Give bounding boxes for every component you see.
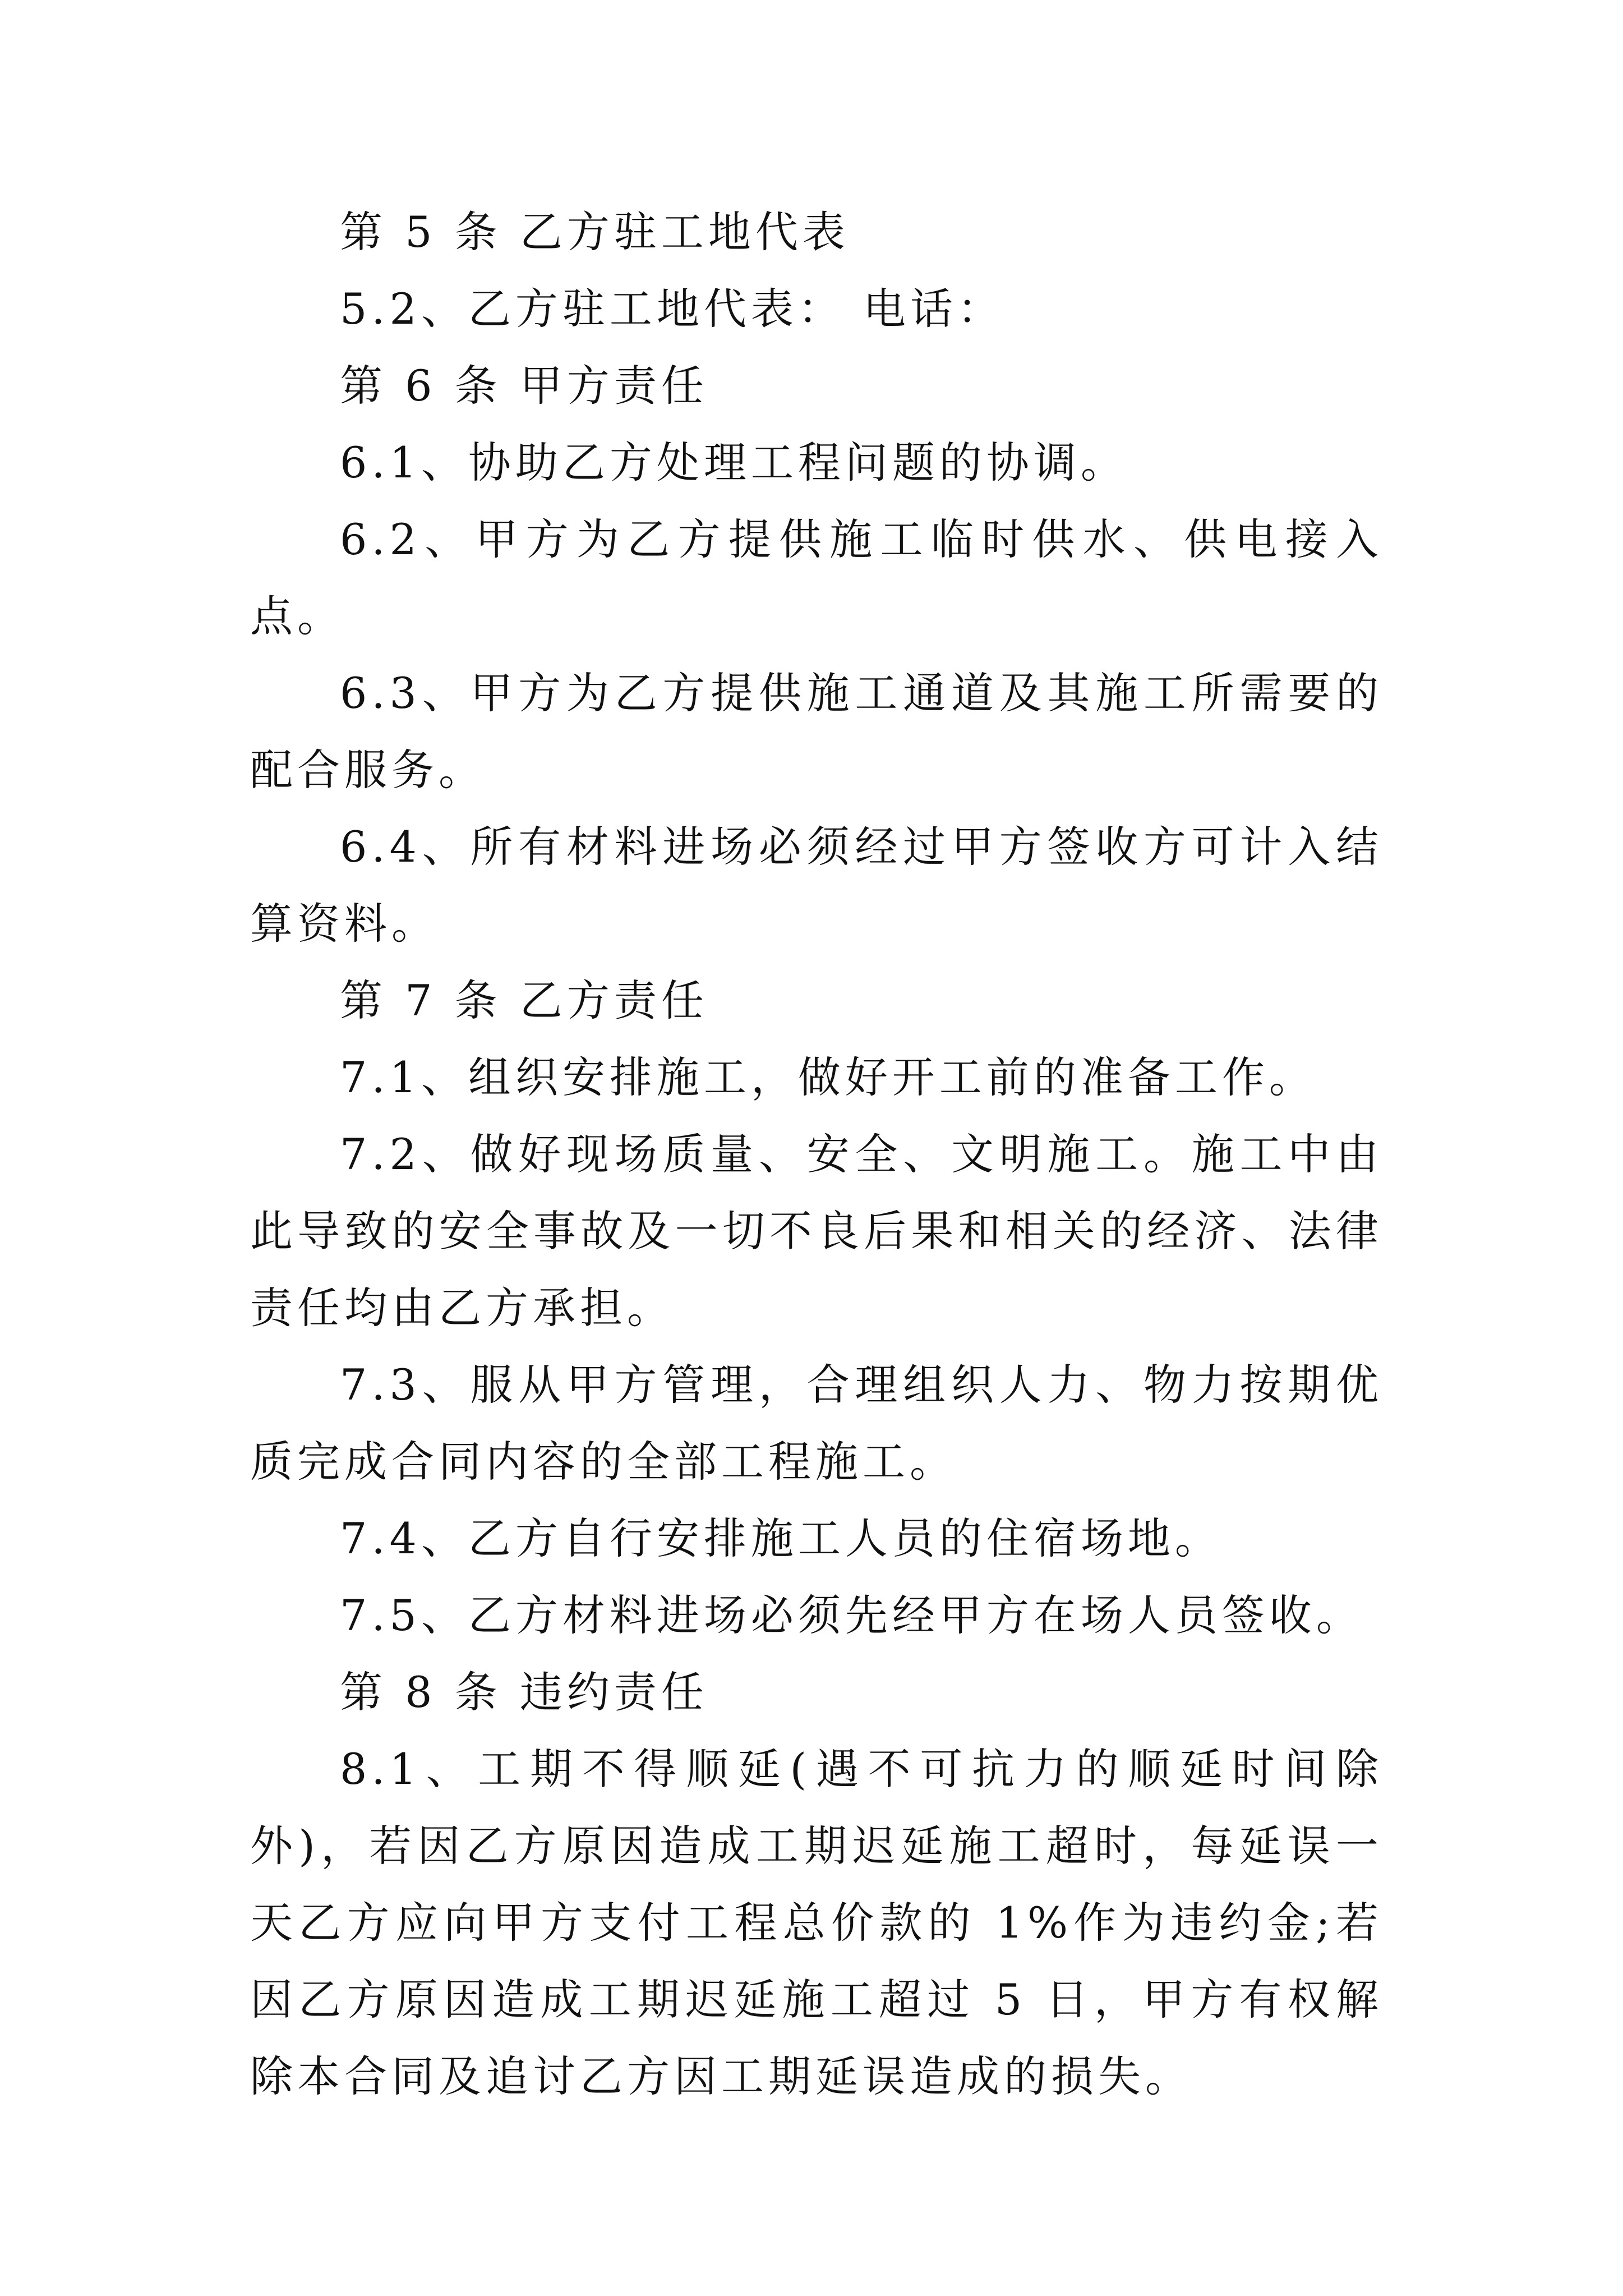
- clause-8-1: 8.1、工期不得顺延(遇不可抗力的顺延时间除外)，若因乙方原因造成工期迟延施工超时，每延误一天乙方应向甲方支付工程总价款的 1%作为违约金;若因乙方原因造成工期迟延施工超过 5 日，甲方有权解除本合同及追讨乙方因工期延误造成的损失。: [250, 1744, 1383, 2101]
- article-7-heading: 第 7 条 乙方责任: [340, 976, 708, 1025]
- clause-6-1: 6.1、协助乙方处理工程问题的协调。: [340, 438, 1128, 487]
- clause-7-5: 7.5、乙方材料进场必须先经甲方在场人员签收。: [340, 1590, 1363, 1640]
- clause-7-4: 7.4、乙方自行安排施工人员的住宿场地。: [340, 1513, 1222, 1563]
- clause-7-3: 7.3、服从甲方管理，合理组织人力、物力按期优质完成合同内容的全部工程施工。: [250, 1360, 1383, 1487]
- article-5-heading: 第 5 条 乙方驻工地代表: [340, 207, 850, 257]
- clause-6-4: 6.4、所有材料进场必须经过甲方签收方可计入结算资料。: [250, 822, 1383, 949]
- clause-6-3: 6.3、甲方为乙方提供施工通道及其施工所需要的配合服务。: [250, 668, 1383, 795]
- document-body: [250, 194, 1383, 2115]
- clause-6-2: 6.2、甲方为乙方提供施工临时供水、供电接入点。: [250, 514, 1383, 641]
- clause-7-1: 7.1、组织安排施工，做好开工前的准备工作。: [340, 1052, 1316, 1102]
- clause-7-2: 7.2、做好现场质量、安全、文明施工。施工中由此导致的安全事故及一切不良后果和相关的经济、法律责任均由乙方承担。: [250, 1129, 1383, 1333]
- article-8-heading: 第 8 条 违约责任: [340, 1667, 708, 1717]
- clause-5-2: 5.2、乙方驻工地代表： 电话：: [340, 284, 1005, 334]
- article-6-heading: 第 6 条 甲方责任: [340, 361, 708, 411]
